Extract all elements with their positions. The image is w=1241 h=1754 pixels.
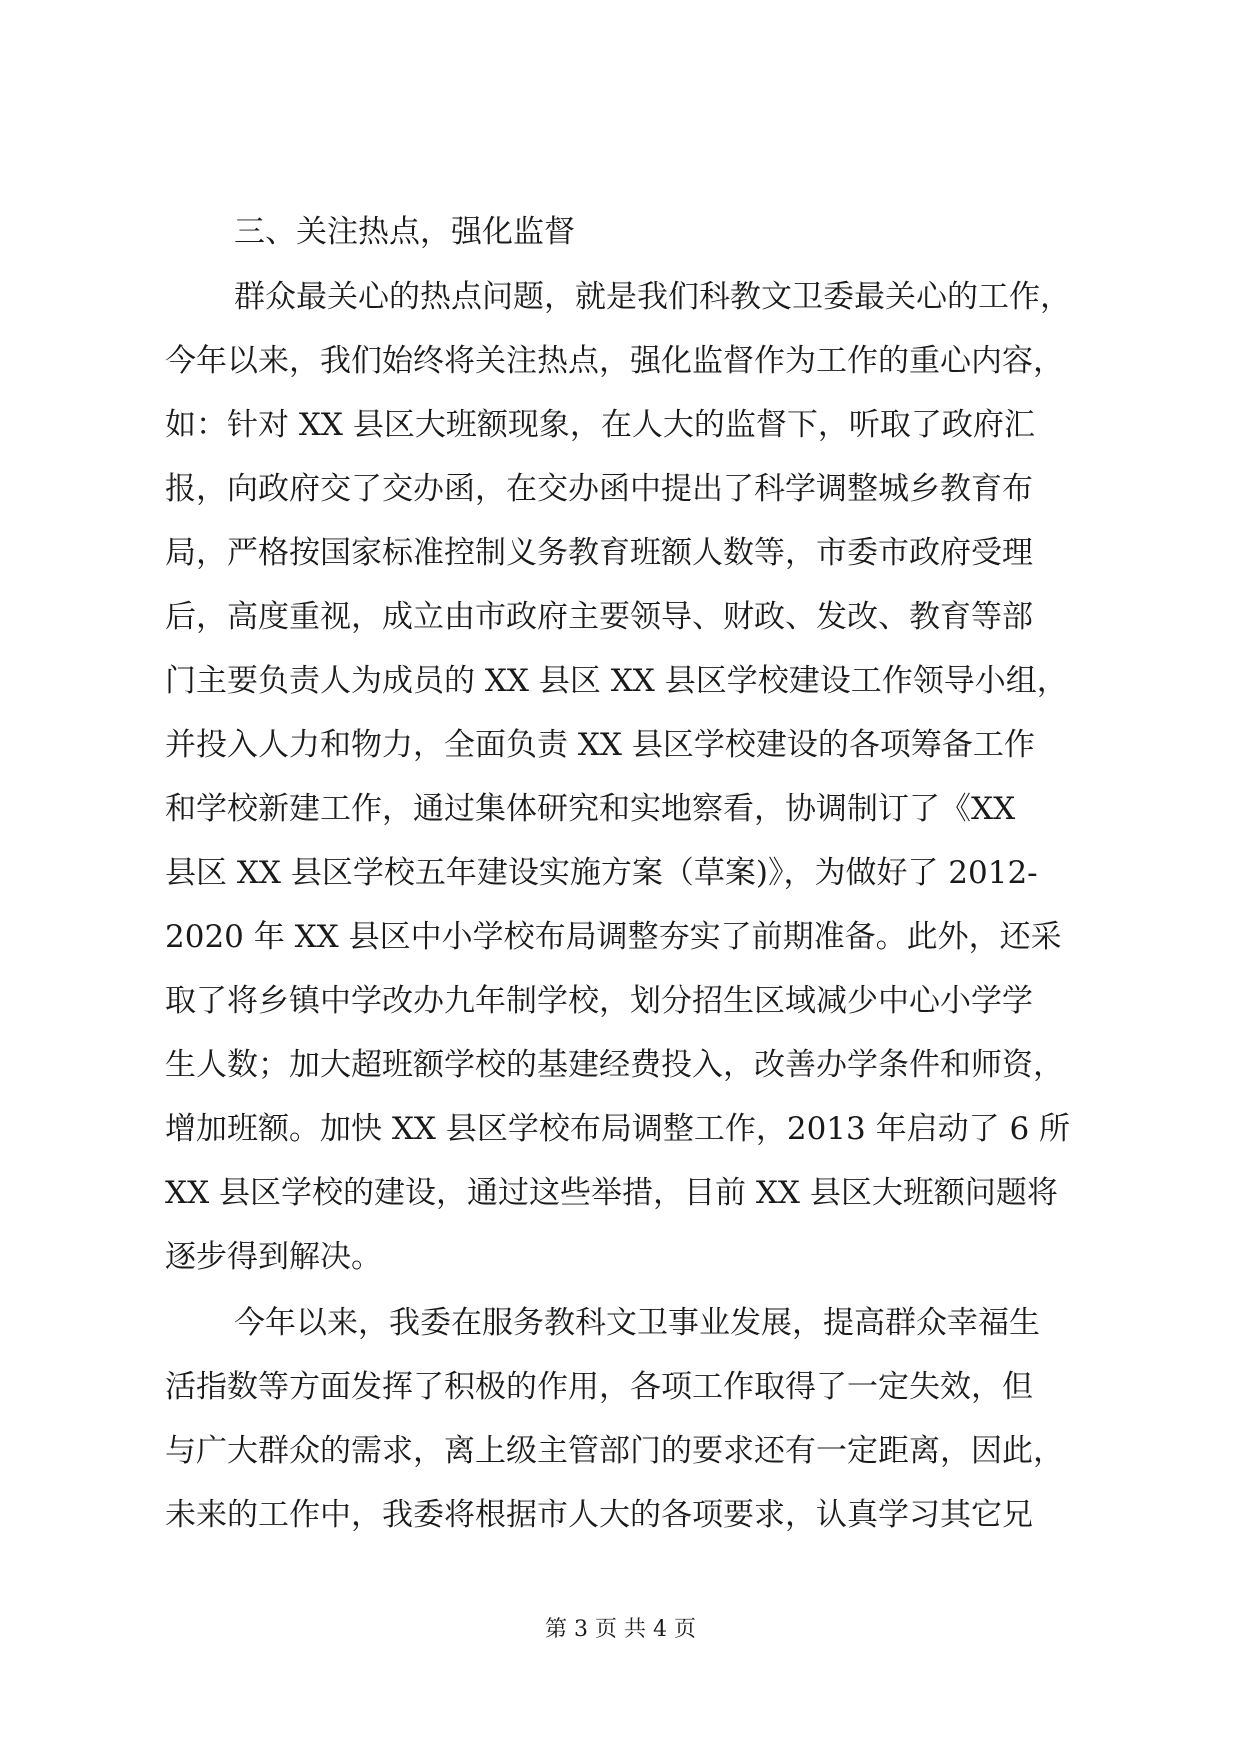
paragraph-line: 逐步得到解决。 [165,1239,382,1275]
paragraph-line: 局，严格按国家标准控制义务教育班额人数等，市委市政府受理 [165,535,1033,571]
paragraph-line: 和学校新建工作，通过集体研究和实地察看，协调制订了《XX [165,791,1016,827]
section-heading: 三、关注热点，强化监督 [234,214,575,250]
paragraph-line: 报，向政府交了交办函，在交办函中提出了科学调整城乡教育布 [165,471,1033,507]
paragraph-line: 与广大群众的需求，离上级主管部门的要求还有一定距离，因此， [165,1433,1064,1469]
paragraph-line: 未来的工作中，我委将根据市人大的各项要求，认真学习其它兄 [165,1497,1033,1533]
paragraph-line: 今年以来，我委在服务教科文卫事业发展，提高群众幸福生 [234,1305,1040,1341]
paragraph-line: 增加班额。加快 XX 县区学校布局调整工作，2013 年启动了 6 所 [165,1111,1071,1147]
paragraph-line: 生人数；加大超班额学校的基建经费投入，改善办学条件和师资， [165,1047,1064,1083]
paragraph-line: 如：针对 XX 县区大班额现象，在人大的监督下，听取了政府汇 [165,407,1035,443]
paragraph-line: 2020 年 XX 县区中小学校布局调整夯实了前期准备。此外，还采 [165,919,1062,955]
paragraph-line: 门主要负责人为成员的 XX 县区 XX 县区学校建设工作领导小组， [165,663,1068,699]
paragraph-line: 后，高度重视，成立由市政府主要领导、财政、发改、教育等部 [165,599,1033,635]
paragraph-line: 并投入人力和物力，全面负责 XX 县区学校建设的各项筹备工作 [165,727,1035,763]
paragraph-line: 县区 XX 县区学校五年建设实施方案（草案)》，为做好了 2012- [165,855,1038,891]
paragraph-line: 今年以来，我们始终将关注热点，强化监督作为工作的重心内容， [165,343,1064,379]
paragraph-line: 活指数等方面发挥了积极的作用，各项工作取得了一定失效，但 [165,1369,1033,1405]
page-number-footer: 第 3 页 共 4 页 [545,1617,696,1642]
paragraph-line: XX 县区学校的建设，通过这些举措，目前 XX 县区大班额问题将 [165,1175,1058,1211]
paragraph-line: 取了将乡镇中学改办九年制学校，划分招生区域减少中心小学学 [165,983,1033,1019]
paragraph-line: 群众最关心的热点问题，就是我们科教文卫委最关心的工作， [234,279,1071,315]
